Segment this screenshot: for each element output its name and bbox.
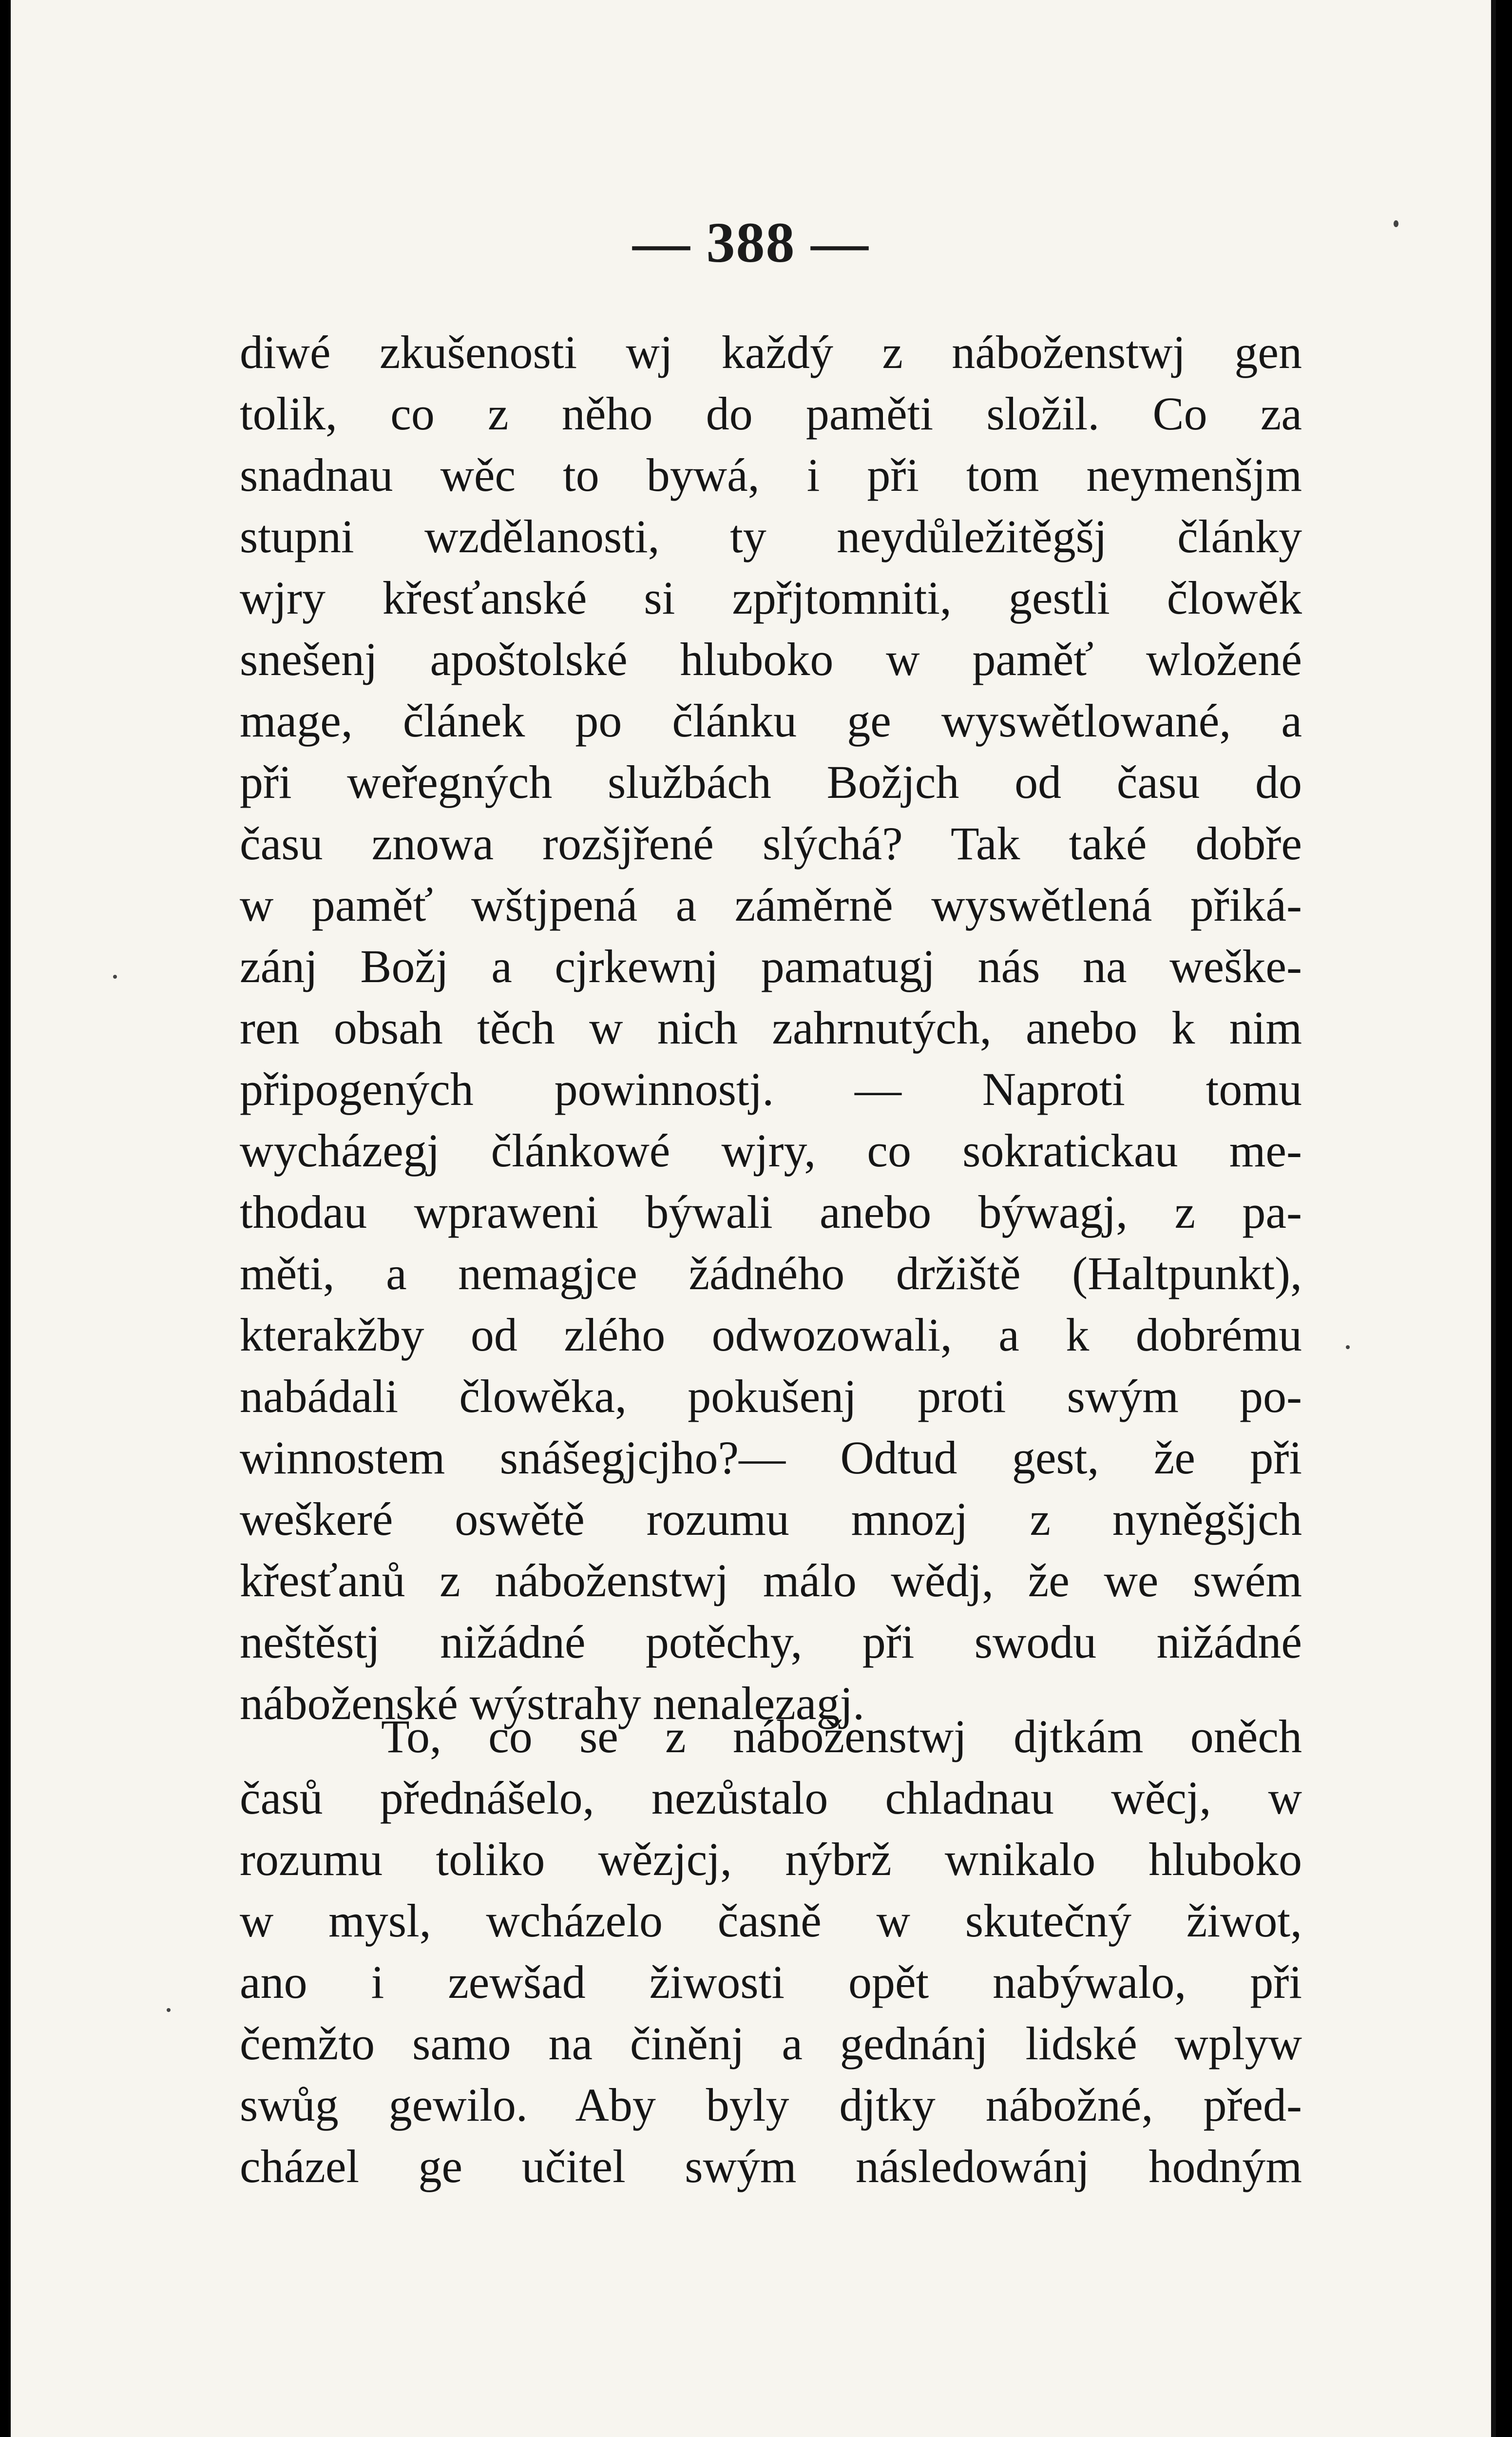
print-speck <box>167 2008 171 2012</box>
text-line: w paměť wštjpená a záměrně wyswětlená přiká- <box>240 879 1302 931</box>
text-line: ren obsah těch w nich zahrnutých, anebo k nim <box>240 1002 1302 1054</box>
text-line: připogených powinnostj. — Naproti tomu <box>240 1063 1302 1115</box>
text-line: časů přednášelo, nezůstalo chladnau wěcj, w <box>240 1772 1302 1824</box>
page-number: — 388 — <box>632 211 869 274</box>
paragraph-1 <box>240 322 1302 1734</box>
text-line: času znowa rozšjřené slýchá? Tak také dobře <box>240 817 1302 870</box>
paragraph-2 <box>240 1706 1302 2197</box>
text-line: To, co se z náboženstwj djtkám oněch <box>381 1710 1302 1762</box>
text-line: wycházegj článkowé wjry, co sokratickau me- <box>240 1124 1302 1177</box>
text-line: rozumu toliko wězjcj, nýbrž wnikalo hluboko <box>240 1833 1302 1885</box>
text-line: ano i zewšad žiwosti opět nabýwalo, při <box>240 1956 1302 2008</box>
print-speck <box>113 975 117 979</box>
print-speck <box>1394 220 1398 227</box>
text-line: diwé zkušenosti wj každý z náboženstwj gen <box>240 326 1302 378</box>
print-speck <box>1346 1345 1350 1349</box>
text-line: weškeré oswětě rozumu mnozj z nyněgšjch <box>240 1493 1302 1545</box>
text-line: wjry křesťanské si zpřjtomniti, gestli člowěk <box>240 572 1302 624</box>
text-line: zánj Božj a cjrkewnj pamatugj nás na weške- <box>240 940 1302 992</box>
text-line: stupni wzdělanosti, ty neydůležitěgšj články <box>240 510 1302 562</box>
text-line: měti, a nemagjce žádného držiště (Haltpunkt), <box>240 1247 1302 1299</box>
text-line: winnostem snášegjcjho?— Odtud gest, že při <box>240 1431 1302 1484</box>
text-line: neštěstj nižádné potěchy, při swodu nižádné <box>240 1616 1302 1668</box>
text-line: thodau wpraweni býwali anebo býwagj, z pa- <box>240 1186 1302 1238</box>
book-page <box>11 0 1496 2437</box>
text-line: náboženské wýstrahy nenalezagj. <box>240 1677 865 1729</box>
text-line: mage, článek po článku ge wyswětlowané, a <box>240 695 1302 747</box>
text-line: snadnau wěc to bywá, i při tom neymenšjm <box>240 449 1302 501</box>
text-line: nabádali člowěka, pokušenj proti swým po- <box>240 1370 1302 1422</box>
text-line: tolik, co z něho do paměti složil. Co za <box>240 387 1302 440</box>
text-line: cházel ge učitel swým následowánj hodným <box>240 2140 1302 2192</box>
text-line: w mysl, wcházelo časně w skutečný žiwot, <box>240 1895 1302 1947</box>
text-line: snešenj apoštolské hluboko w paměť wložené <box>240 633 1302 685</box>
text-line: čemžto samo na činěnj a gednánj lidské wplyw <box>240 2017 1302 2070</box>
text-line: při weřegných službách Božjch od času do <box>240 756 1302 808</box>
text-line: křesťanů z náboženstwj málo wědj, že we swém <box>240 1554 1302 1606</box>
text-line: swůg gewilo. Aby byly djtky nábožné, před- <box>240 2079 1302 2131</box>
text-line: kterakžby od zlého odwozowali, a k dobrému <box>240 1309 1302 1361</box>
